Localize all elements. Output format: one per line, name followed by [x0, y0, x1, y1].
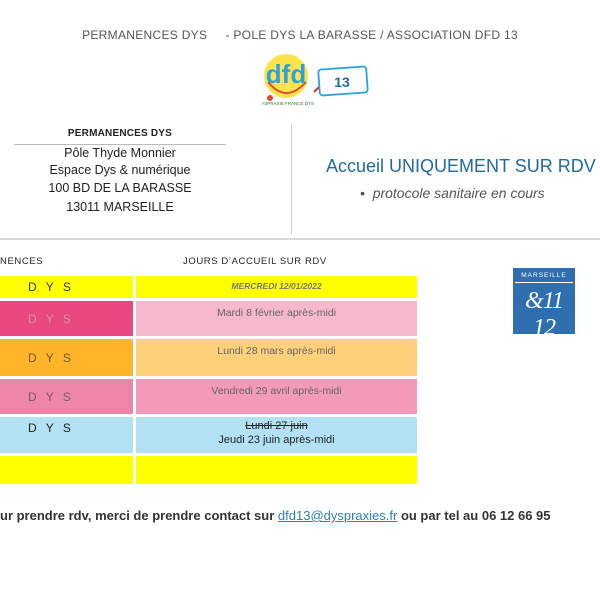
email-link[interactable]: dfd13@dyspraxies.fr: [277, 508, 398, 523]
column-header-jours: JOURS D’ACCUEIL SUR RDV: [183, 256, 327, 267]
logo-badge-text: 13: [334, 74, 350, 90]
struck-date: Lundi 27 juin: [245, 420, 308, 432]
table-row-date: Lundi 28 mars après-midi: [136, 339, 417, 376]
schedule-table: [0, 276, 417, 486]
contact-suffix: ou par tel au 06 12 66 95: [397, 508, 551, 523]
table-row-label: D Y S: [0, 339, 133, 376]
header-title-left: PERMANENCES DYS: [82, 28, 208, 42]
logo-rule: [515, 282, 573, 283]
table-row-date: Mardi 8 février après-midi: [136, 301, 417, 336]
address-divider: [14, 144, 226, 145]
document-header: [0, 28, 600, 42]
address-line-2: Espace Dys & numérique: [49, 163, 191, 177]
contact-prefix: ur prendre rdv, merci de prendre contact sur: [0, 508, 278, 523]
dfd-logo-graphic: [262, 52, 372, 114]
logo-city: MARSEILLE: [521, 272, 567, 279]
contact-line: [0, 508, 551, 523]
dfd13-logo: [262, 52, 372, 114]
vertical-divider: [291, 124, 292, 234]
table-row-label: [0, 456, 133, 484]
table-row-date: MERCREDI 12/01/2022: [136, 276, 417, 298]
notice-heading: Accueil UNIQUEMENT SUR RDV: [326, 156, 596, 176]
notice-bullet-text: protocole sanitaire en cours: [372, 185, 545, 201]
table-row-label: D Y S: [0, 417, 133, 453]
column-header-permanences: NENCES: [0, 256, 44, 267]
table-row-label: D Y S: [0, 301, 133, 336]
logo-numbers: &11 12: [525, 288, 563, 341]
header-title-right: - POLE DYS LA BARASSE / ASSOCIATION DFD 13: [225, 28, 518, 42]
table-row-date: [136, 456, 417, 484]
table-row-label: D Y S: [0, 276, 133, 298]
horizontal-divider: [0, 238, 600, 240]
table-row-label: D Y S: [0, 379, 133, 414]
table-row-date: Vendredi 29 avril après-midi: [136, 379, 417, 414]
address-line-3: 100 BD DE LA BARASSE: [48, 181, 192, 195]
address-line-1: Pôle Thyde Monnier: [64, 146, 176, 160]
logo-tagline: DYSPRAXIE FRANCE DYS: [262, 101, 315, 106]
bullet-icon: •: [360, 185, 365, 201]
notice-bullet-item: [360, 185, 545, 201]
marseille-11-12-logo: [513, 268, 575, 341]
table-row-date: Jeudi 23 juin après-midi: [218, 434, 335, 446]
logo-main-text: dfd: [265, 59, 307, 89]
address-line-4: 13011 MARSEILLE: [66, 200, 174, 214]
address-title: PERMANENCES DYS: [67, 128, 173, 139]
table-row-date-cell: [136, 417, 417, 453]
